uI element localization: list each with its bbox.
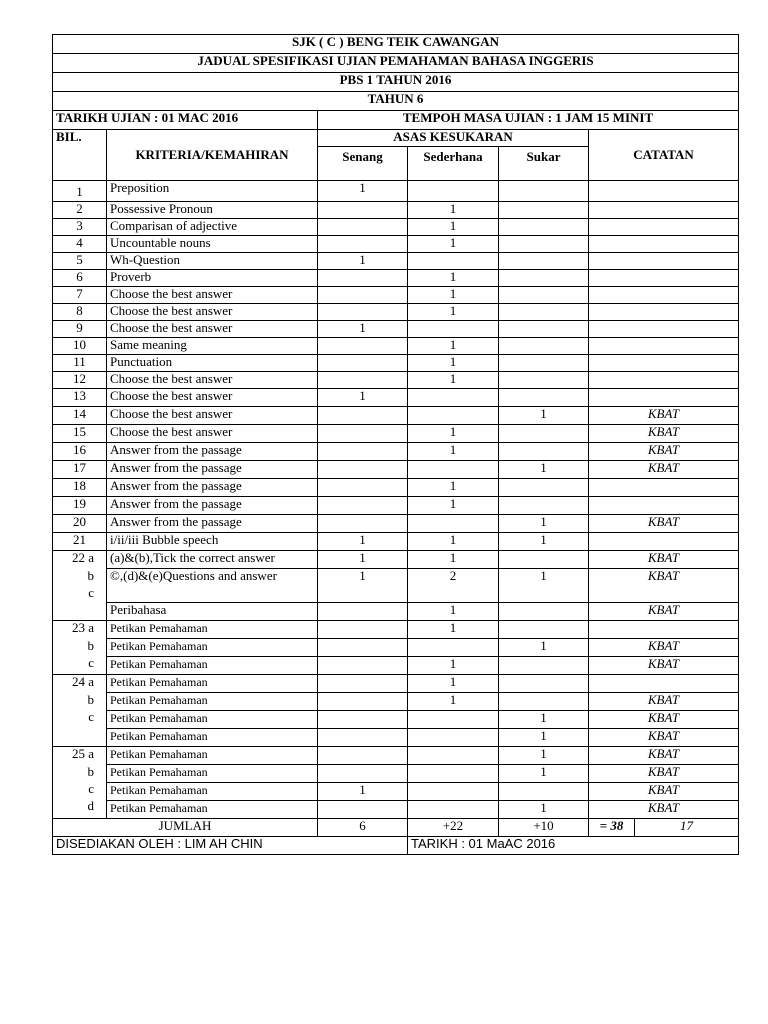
sederhana-cell <box>408 747 499 765</box>
senang-cell: 1 <box>318 321 408 338</box>
school-name: SJK ( C ) BENG TEIK CAWANGAN <box>53 35 739 54</box>
kriteria-cell: Comparisan of adjective <box>107 219 318 236</box>
sederhana-cell: 1 <box>408 693 499 711</box>
senang-cell <box>318 515 408 533</box>
sukar-cell <box>499 355 589 372</box>
senang-cell: 1 <box>318 389 408 407</box>
sederhana-cell <box>408 515 499 533</box>
bil-cell: 11 <box>53 355 107 372</box>
senang-cell: 1 <box>318 551 408 569</box>
senang-cell <box>318 372 408 389</box>
sederhana-cell <box>408 321 499 338</box>
sukar-cell: 1 <box>499 639 589 657</box>
senang-cell <box>318 461 408 479</box>
senang-cell <box>318 621 408 639</box>
sukar-cell <box>499 304 589 321</box>
sukar-cell <box>499 443 589 461</box>
sederhana-cell <box>408 407 499 425</box>
sederhana-cell <box>408 461 499 479</box>
sederhana-header: Sederhana <box>408 147 499 181</box>
sederhana-cell <box>408 253 499 270</box>
total-kbat: 17 <box>635 819 739 837</box>
catatan-cell: KBAT <box>589 569 739 603</box>
senang-header: Senang <box>318 147 408 181</box>
specification-table <box>52 34 739 855</box>
sederhana-cell <box>408 711 499 729</box>
sederhana-cell: 1 <box>408 338 499 355</box>
test-duration: TEMPOH MASA UJIAN : 1 JAM 15 MINIT <box>318 111 739 130</box>
sukar-cell <box>499 181 589 202</box>
senang-cell <box>318 639 408 657</box>
sederhana-cell: 1 <box>408 533 499 551</box>
prepared-by: DISEDIAKAN OLEH : LIM AH CHIN <box>53 837 408 855</box>
bil-cell: 17 <box>53 461 107 479</box>
sukar-cell: 1 <box>499 747 589 765</box>
table-row <box>53 253 739 270</box>
table-row <box>53 621 739 639</box>
sederhana-cell: 1 <box>408 603 499 621</box>
catatan-cell: KBAT <box>589 747 739 765</box>
sukar-cell <box>499 321 589 338</box>
kriteria-cell: Possessive Pronoun <box>107 202 318 219</box>
senang-cell <box>318 287 408 304</box>
bil-header: BIL. <box>53 130 107 181</box>
catatan-cell <box>589 270 739 287</box>
bil-cell: 4 <box>53 236 107 253</box>
catatan-cell: KBAT <box>589 657 739 675</box>
kriteria-cell: Answer from the passage <box>107 479 318 497</box>
catatan-cell <box>589 236 739 253</box>
bil-cell: 21 <box>53 533 107 551</box>
bil-sublabel: c <box>88 655 94 670</box>
table-row <box>53 783 739 801</box>
senang-cell <box>318 765 408 783</box>
sukar-cell <box>499 693 589 711</box>
senang-cell <box>318 603 408 621</box>
sederhana-cell: 1 <box>408 287 499 304</box>
sukar-cell <box>499 657 589 675</box>
table-row <box>53 497 739 515</box>
sukar-cell <box>499 783 589 801</box>
bil-cell: 18 <box>53 479 107 497</box>
senang-cell <box>318 497 408 515</box>
kriteria-cell: Petikan Pemahaman <box>107 621 318 639</box>
catatan-cell <box>589 479 739 497</box>
catatan-cell: KBAT <box>589 801 739 819</box>
table-row <box>53 747 739 765</box>
kriteria-cell: Choose the best answer <box>107 389 318 407</box>
bil-cell: 10 <box>53 338 107 355</box>
bil-sublabel: 25 a <box>71 746 94 761</box>
sederhana-cell: 1 <box>408 675 499 693</box>
sukar-cell <box>499 202 589 219</box>
table-row <box>53 675 739 693</box>
table-row <box>53 219 739 236</box>
pbs-title: PBS 1 TAHUN 2016 <box>53 73 739 92</box>
kriteria-cell: Choose the best answer <box>107 304 318 321</box>
sukar-cell: 1 <box>499 533 589 551</box>
bil-group-cell <box>53 675 107 747</box>
kriteria-cell: Petikan Pemahaman <box>107 693 318 711</box>
kriteria-cell: Petikan Pemahaman <box>107 801 318 819</box>
table-row <box>53 765 739 783</box>
sederhana-cell: 1 <box>408 479 499 497</box>
bil-cell: 6 <box>53 270 107 287</box>
senang-cell <box>318 270 408 287</box>
sukar-cell: 1 <box>499 569 589 603</box>
catatan-cell: KBAT <box>589 425 739 443</box>
sukar-cell <box>499 236 589 253</box>
catatan-cell: KBAT <box>589 461 739 479</box>
table-row <box>53 304 739 321</box>
table-row <box>53 287 739 304</box>
catatan-header: CATATAN <box>589 130 739 181</box>
sederhana-cell: 2 <box>408 569 499 603</box>
catatan-cell: KBAT <box>589 729 739 747</box>
catatan-cell <box>589 497 739 515</box>
bil-sublabel: b <box>87 764 94 779</box>
sederhana-cell <box>408 389 499 407</box>
kriteria-cell: i/ii/iii Bubble speech <box>107 533 318 551</box>
kriteria-cell: Petikan Pemahaman <box>107 639 318 657</box>
kriteria-cell: Punctuation <box>107 355 318 372</box>
sukar-cell: 1 <box>499 729 589 747</box>
catatan-cell <box>589 675 739 693</box>
sederhana-cell <box>408 639 499 657</box>
sederhana-cell <box>408 181 499 202</box>
catatan-cell <box>589 338 739 355</box>
kriteria-cell: Petikan Pemahaman <box>107 657 318 675</box>
bil-cell: 13 <box>53 389 107 407</box>
senang-cell <box>318 675 408 693</box>
table-row <box>53 407 739 425</box>
kriteria-header: KRITERIA/KEMAHIRAN <box>107 130 318 181</box>
senang-cell <box>318 443 408 461</box>
sukar-cell: 1 <box>499 765 589 783</box>
bil-group-cell <box>53 551 107 621</box>
bil-cell: 8 <box>53 304 107 321</box>
catatan-cell: KBAT <box>589 603 739 621</box>
sederhana-cell <box>408 729 499 747</box>
catatan-cell <box>589 181 739 202</box>
bil-cell: 12 <box>53 372 107 389</box>
bil-cell: 19 <box>53 497 107 515</box>
senang-cell: 1 <box>318 783 408 801</box>
catatan-cell <box>589 389 739 407</box>
kriteria-cell: Petikan Pemahaman <box>107 765 318 783</box>
sukar-cell: 1 <box>499 461 589 479</box>
sukar-cell: 1 <box>499 711 589 729</box>
sederhana-cell: 1 <box>408 425 499 443</box>
senang-cell <box>318 693 408 711</box>
kriteria-cell: (a)&(b),Tick the correct answer <box>107 551 318 569</box>
table-row <box>53 236 739 253</box>
total-senang: 6 <box>318 819 408 837</box>
bil-sublabel: c <box>88 781 94 796</box>
total-row <box>53 819 739 837</box>
kriteria-cell: Answer from the passage <box>107 443 318 461</box>
senang-cell <box>318 407 408 425</box>
year-title: TAHUN 6 <box>53 92 739 111</box>
senang-cell <box>318 711 408 729</box>
sukar-cell <box>499 253 589 270</box>
table-row <box>53 603 739 621</box>
senang-cell <box>318 236 408 253</box>
bil-cell: 1 <box>53 181 107 202</box>
bil-sublabel: c <box>88 709 94 724</box>
bil-cell: 2 <box>53 202 107 219</box>
table-row <box>53 270 739 287</box>
table-row <box>53 801 739 819</box>
sederhana-cell: 1 <box>408 202 499 219</box>
sukar-cell <box>499 338 589 355</box>
sukar-cell <box>499 675 589 693</box>
table-row <box>53 372 739 389</box>
document-title: JADUAL SPESIFIKASI UJIAN PEMAHAMAN BAHASA INGGERIS <box>53 54 739 73</box>
senang-cell: 1 <box>318 181 408 202</box>
kriteria-cell: Peribahasa <box>107 603 318 621</box>
senang-cell <box>318 747 408 765</box>
bil-cell: 20 <box>53 515 107 533</box>
catatan-cell: KBAT <box>589 711 739 729</box>
table-row <box>53 425 739 443</box>
catatan-cell <box>589 533 739 551</box>
kriteria-cell: Proverb <box>107 270 318 287</box>
catatan-cell <box>589 287 739 304</box>
table-row <box>53 729 739 747</box>
sederhana-cell: 1 <box>408 219 499 236</box>
catatan-cell: KBAT <box>589 693 739 711</box>
kriteria-cell: Uncountable nouns <box>107 236 318 253</box>
senang-cell <box>318 202 408 219</box>
bil-sublabel: 23 a <box>71 620 94 635</box>
kriteria-cell: Answer from the passage <box>107 497 318 515</box>
sukar-cell <box>499 287 589 304</box>
catatan-cell <box>589 219 739 236</box>
catatan-cell: KBAT <box>589 407 739 425</box>
table-row <box>53 515 739 533</box>
sederhana-cell: 1 <box>408 497 499 515</box>
senang-cell <box>318 479 408 497</box>
bil-cell: 7 <box>53 287 107 304</box>
sukar-cell <box>499 603 589 621</box>
test-date: TARIKH UJIAN : 01 MAC 2016 <box>53 111 318 130</box>
bil-group-cell <box>53 621 107 675</box>
kriteria-cell: Petikan Pemahaman <box>107 783 318 801</box>
bil-group-cell <box>53 747 107 819</box>
catatan-cell <box>589 304 739 321</box>
sukar-cell <box>499 497 589 515</box>
sukar-cell: 1 <box>499 801 589 819</box>
sederhana-cell <box>408 801 499 819</box>
catatan-cell: KBAT <box>589 639 739 657</box>
sederhana-cell: 1 <box>408 355 499 372</box>
footer-row <box>53 837 739 855</box>
senang-cell <box>318 657 408 675</box>
table-row <box>53 693 739 711</box>
table-row <box>53 338 739 355</box>
senang-cell <box>318 425 408 443</box>
sederhana-cell: 1 <box>408 443 499 461</box>
table-row <box>53 657 739 675</box>
sederhana-cell: 1 <box>408 657 499 675</box>
bil-sublabel: b <box>87 638 94 653</box>
senang-cell <box>318 355 408 372</box>
bil-cell: 14 <box>53 407 107 425</box>
table-row <box>53 479 739 497</box>
catatan-cell: KBAT <box>589 551 739 569</box>
catatan-cell <box>589 253 739 270</box>
total-label: JUMLAH <box>53 819 318 837</box>
table-row <box>53 711 739 729</box>
sukar-cell: 1 <box>499 515 589 533</box>
sederhana-cell <box>408 783 499 801</box>
kriteria-cell: ©,(d)&(e)Questions and answer <box>107 569 318 603</box>
bil-cell: 15 <box>53 425 107 443</box>
bil-sublabel: 24 a <box>71 674 94 689</box>
sederhana-cell: 1 <box>408 372 499 389</box>
sukar-cell <box>499 479 589 497</box>
catatan-cell <box>589 202 739 219</box>
catatan-cell: KBAT <box>589 783 739 801</box>
catatan-cell: KBAT <box>589 443 739 461</box>
bil-sublabel: 22 a <box>71 550 94 565</box>
table-row <box>53 569 739 603</box>
bil-cell: 16 <box>53 443 107 461</box>
sukar-cell: 1 <box>499 407 589 425</box>
kriteria-cell: Same meaning <box>107 338 318 355</box>
total-sum: = 38 <box>589 819 635 837</box>
footer-date: TARIKH : 01 MaAC 2016 <box>408 837 739 855</box>
catatan-cell: KBAT <box>589 765 739 783</box>
bil-cell: 9 <box>53 321 107 338</box>
senang-cell <box>318 801 408 819</box>
sederhana-cell <box>408 765 499 783</box>
sederhana-cell: 1 <box>408 270 499 287</box>
sukar-cell <box>499 389 589 407</box>
catatan-cell: KBAT <box>589 515 739 533</box>
bil-sublabel: b <box>87 692 94 707</box>
kriteria-cell: Choose the best answer <box>107 407 318 425</box>
catatan-cell <box>589 321 739 338</box>
table-row <box>53 551 739 569</box>
table-row <box>53 639 739 657</box>
kriteria-cell: Choose the best answer <box>107 321 318 338</box>
sukar-header: Sukar <box>499 147 589 181</box>
bil-cell: 3 <box>53 219 107 236</box>
sederhana-cell: 1 <box>408 551 499 569</box>
kriteria-cell: Choose the best answer <box>107 372 318 389</box>
kriteria-cell: Petikan Pemahaman <box>107 675 318 693</box>
kriteria-cell: Answer from the passage <box>107 461 318 479</box>
table-row <box>53 202 739 219</box>
bil-sublabel: b <box>87 568 94 583</box>
catatan-cell <box>589 355 739 372</box>
senang-cell <box>318 219 408 236</box>
senang-cell <box>318 729 408 747</box>
kriteria-cell: Answer from the passage <box>107 515 318 533</box>
table-row <box>53 355 739 372</box>
sukar-cell <box>499 270 589 287</box>
kriteria-cell: Petikan Pemahaman <box>107 747 318 765</box>
bil-sublabel: c <box>88 585 94 600</box>
senang-cell: 1 <box>318 533 408 551</box>
sukar-cell <box>499 372 589 389</box>
catatan-cell <box>589 621 739 639</box>
total-sederhana: +22 <box>408 819 499 837</box>
total-sukar: +10 <box>499 819 589 837</box>
kriteria-cell: Preposition <box>107 181 318 202</box>
kriteria-cell: Petikan Pemahaman <box>107 729 318 747</box>
senang-cell: 1 <box>318 253 408 270</box>
table-row <box>53 443 739 461</box>
table-row <box>53 181 739 202</box>
sukar-cell <box>499 621 589 639</box>
asas-kesukaran-header: ASAS KESUKARAN <box>318 130 589 147</box>
table-row <box>53 389 739 407</box>
sukar-cell <box>499 551 589 569</box>
senang-cell: 1 <box>318 569 408 603</box>
table-row <box>53 533 739 551</box>
sukar-cell <box>499 425 589 443</box>
kriteria-cell: Choose the best answer <box>107 425 318 443</box>
sederhana-cell: 1 <box>408 304 499 321</box>
sederhana-cell: 1 <box>408 621 499 639</box>
table-row <box>53 321 739 338</box>
bil-cell: 5 <box>53 253 107 270</box>
sederhana-cell: 1 <box>408 236 499 253</box>
kriteria-cell: Wh-Question <box>107 253 318 270</box>
kriteria-cell: Petikan Pemahaman <box>107 711 318 729</box>
kriteria-cell: Choose the best answer <box>107 287 318 304</box>
sukar-cell <box>499 219 589 236</box>
senang-cell <box>318 338 408 355</box>
bil-sublabel: d <box>87 798 94 813</box>
table-row <box>53 461 739 479</box>
senang-cell <box>318 304 408 321</box>
catatan-cell <box>589 372 739 389</box>
